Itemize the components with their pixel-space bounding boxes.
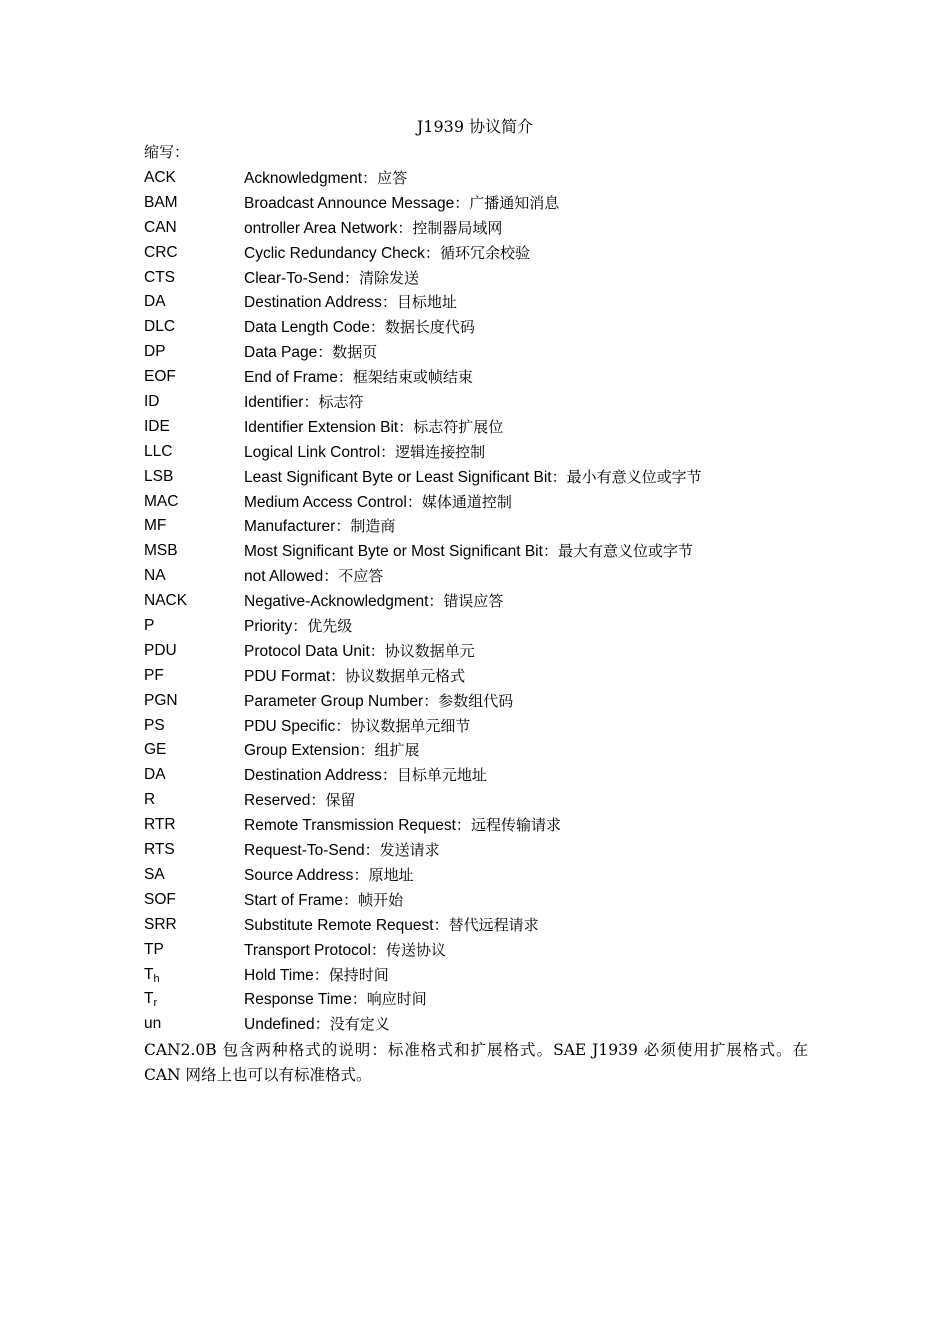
abbreviation-term: [144, 267, 175, 289]
definition-chinese: 替代远程请求: [448, 915, 539, 934]
definition-separator: ：: [343, 890, 359, 909]
definition-english: Protocol Data Unit: [244, 642, 370, 660]
abbreviation-term-text: LLC: [144, 442, 173, 460]
definition-separator: ：: [317, 343, 333, 362]
abbreviation-term-text: TP: [144, 940, 164, 958]
abbreviation-row: [144, 615, 824, 640]
definition-separator: ：: [369, 318, 385, 337]
abbreviation-term: [144, 690, 178, 712]
abbreviation-term: [144, 341, 166, 363]
definition-english: Medium Access Control: [244, 493, 407, 511]
definition-separator: ：: [381, 766, 397, 785]
abbreviation-definition: [244, 242, 530, 265]
abbreviation-definition: [244, 988, 427, 1011]
abbreviation-term: [144, 466, 173, 488]
definition-separator: ：: [303, 393, 319, 412]
definition-chinese: 制造商: [350, 517, 396, 536]
abbreviation-row: [144, 291, 824, 316]
abbreviation-definition: [244, 715, 470, 738]
abbreviation-row: [144, 789, 824, 814]
abbreviation-term-subscript: r: [153, 997, 158, 1010]
abbreviation-term: [144, 515, 166, 537]
abbreviation-term-text: CRC: [144, 243, 178, 261]
definition-english: Clear-To-Send: [244, 269, 344, 287]
abbreviation-term: [144, 889, 176, 911]
abbreviation-row: [144, 540, 824, 565]
abbreviation-term-text: NACK: [144, 592, 188, 610]
document-title: J1939 协议简介: [416, 117, 534, 136]
definition-separator: ：: [330, 666, 346, 685]
abbreviation-definition: [244, 366, 473, 389]
abbreviation-definition: [244, 217, 502, 240]
abbreviation-term-text: un: [144, 1015, 162, 1033]
abbreviation-row: [144, 1013, 824, 1038]
abbreviation-row: [144, 341, 824, 366]
abbreviation-definition: [244, 814, 561, 837]
definition-chinese: 远程传输请求: [470, 816, 561, 835]
definition-separator: ：: [423, 691, 439, 710]
definition-english: Request-To-Send: [244, 842, 365, 860]
abbreviation-definition: [244, 914, 539, 937]
definition-chinese: 目标地址: [396, 293, 457, 312]
definition-english: Most Significant Byte or Most Significant Bit: [244, 543, 543, 561]
abbreviation-row: [144, 366, 824, 391]
definition-chinese: 协议数据单元: [384, 641, 475, 660]
abbreviation-definition: [244, 590, 503, 613]
abbreviation-row: [144, 192, 824, 217]
definition-chinese: 媒体通道控制: [421, 492, 512, 511]
definition-english: Response Time: [244, 991, 352, 1009]
abbreviation-row: [144, 839, 824, 864]
abbreviation-term-text: DA: [144, 293, 166, 311]
definition-separator: ：: [362, 169, 378, 187]
abbreviation-row: [144, 889, 824, 914]
abbreviation-row: [144, 267, 824, 292]
abbreviation-definition: [244, 515, 395, 538]
abbreviation-row: [144, 764, 824, 789]
definition-english: Reserved: [244, 792, 311, 810]
definition-separator: ：: [455, 816, 471, 835]
abbreviation-definition: [244, 864, 413, 887]
abbreviation-term-text: R: [144, 791, 156, 809]
definition-english: Least Significant Byte or Least Significant Bit: [244, 468, 552, 486]
definition-chinese: 保持时间: [328, 965, 389, 984]
definition-chinese: 数据长度代码: [384, 318, 475, 337]
abbreviation-term-text: MF: [144, 517, 167, 535]
definition-chinese: 参数组代码: [438, 691, 514, 710]
body-paragraph: CAN2.0B 包含两种格式的说明：标准格式和扩展格式。SAE J1939 必须使用扩展格式。在CAN 网络上也可以有标准格式。: [144, 1041, 808, 1084]
abbreviation-row: [144, 864, 824, 889]
abbreviation-term-text: IDE: [144, 417, 170, 435]
abbreviation-term-text: DLC: [144, 318, 176, 336]
abbreviation-term: [144, 640, 177, 662]
abbreviation-term: [144, 939, 164, 961]
definition-english: PDU Specific: [244, 717, 336, 735]
abbreviations-heading: 缩写：: [144, 143, 190, 161]
abbreviation-term: [144, 217, 177, 239]
definition-english: Manufacturer: [244, 518, 336, 536]
definition-separator: ：: [314, 1015, 330, 1034]
abbreviation-definition: [244, 167, 407, 190]
definition-separator: ：: [428, 592, 444, 611]
abbreviation-definition: [244, 839, 440, 862]
definition-english: End of Frame: [244, 369, 338, 387]
abbreviation-definition: [244, 789, 355, 812]
abbreviation-term: [144, 291, 166, 313]
abbreviation-definition: [244, 615, 352, 638]
abbreviation-term-text: PGN: [144, 691, 178, 709]
definition-english: Source Address: [244, 866, 354, 884]
definition-separator: ：: [397, 218, 413, 237]
abbreviation-row: [144, 715, 824, 740]
abbreviation-term: [144, 491, 178, 513]
definition-chinese: 帧开始: [358, 890, 404, 909]
definition-english: Logical Link Control: [244, 443, 381, 461]
abbreviation-term-text: BAM: [144, 193, 178, 211]
abbreviation-row: [144, 640, 824, 665]
definition-separator: ：: [337, 368, 353, 387]
abbreviation-term-text: PS: [144, 716, 165, 734]
abbreviation-term-subscript: h: [153, 972, 160, 985]
abbreviation-term-text: LSB: [144, 467, 174, 485]
abbreviation-term: [144, 764, 166, 786]
abbreviation-term-text: PDU: [144, 641, 177, 659]
abbreviation-term: [144, 715, 165, 737]
abbreviation-term-text: GE: [144, 741, 167, 759]
definition-english: Hold Time: [244, 966, 314, 984]
abbreviation-term-text: SRR: [144, 915, 177, 933]
definition-english: Parameter Group Number: [244, 692, 424, 710]
definition-chinese: 控制器局域网: [412, 218, 503, 237]
abbreviation-definition: [244, 764, 487, 787]
definition-chinese: 框架结束或帧结束: [352, 368, 473, 387]
abbreviation-term-text: DP: [144, 343, 166, 361]
abbreviation-term: [144, 391, 160, 413]
abbreviation-row: [144, 217, 824, 242]
definition-separator: ：: [335, 517, 351, 536]
definition-separator: ：: [351, 990, 367, 1009]
definition-separator: ：: [551, 467, 567, 486]
abbreviation-definition: [244, 964, 389, 987]
abbreviation-term: [144, 167, 176, 189]
abbreviation-term: [144, 988, 157, 1010]
abbreviation-row: [144, 814, 824, 839]
definition-chinese: 最大有意义位或字节: [557, 542, 693, 561]
abbreviation-definition: [244, 466, 702, 489]
abbreviation-definition: [244, 341, 377, 364]
abbreviation-term: [144, 192, 178, 214]
definition-chinese: 标志符扩展位: [413, 417, 504, 436]
abbreviation-term: [144, 964, 160, 986]
abbreviation-definition: [244, 267, 419, 290]
definition-english: Broadcast Announce Message: [244, 194, 455, 212]
abbreviation-row: [144, 466, 824, 491]
abbreviation-row: [144, 964, 824, 989]
definition-chinese: 协议数据单元格式: [345, 666, 466, 685]
definition-chinese: 优先级: [307, 617, 353, 636]
definition-chinese: 目标单元地址: [396, 766, 487, 785]
abbreviation-term: [144, 789, 155, 811]
definition-chinese: 响应时间: [366, 990, 427, 1009]
definition-english: Destination Address: [244, 294, 382, 312]
definition-chinese: 最小有意义位或字节: [566, 467, 702, 486]
abbreviation-row: [144, 441, 824, 466]
definition-separator: ：: [335, 716, 351, 735]
abbreviation-definition: [244, 491, 512, 514]
abbreviation-term-text: NA: [144, 567, 166, 585]
abbreviation-row: [144, 565, 824, 590]
definition-chinese: 数据页: [332, 343, 378, 362]
abbreviation-term-text: T: [144, 965, 154, 983]
abbreviation-definition: [244, 416, 503, 439]
definition-separator: ：: [370, 940, 386, 959]
definition-english: Transport Protocol: [244, 941, 371, 959]
abbreviation-term-text: MSB: [144, 542, 178, 560]
abbreviation-term: [144, 914, 177, 936]
abbreviation-term: [144, 739, 166, 761]
abbreviation-term: [144, 242, 178, 264]
definition-separator: ：: [313, 965, 329, 984]
abbreviation-term: [144, 839, 175, 861]
abbreviation-term: [144, 615, 154, 637]
abbreviation-definition: [244, 565, 383, 588]
abbreviation-row: [144, 391, 824, 416]
definition-english: Remote Transmission Request: [244, 817, 456, 835]
abbreviation-row: [144, 167, 824, 192]
abbreviation-row: [144, 665, 824, 690]
definition-separator: ：: [310, 791, 326, 810]
definition-separator: ：: [398, 417, 414, 436]
definition-separator: ：: [343, 268, 359, 287]
abbreviation-term-text: DA: [144, 766, 166, 784]
definition-separator: ：: [454, 193, 470, 212]
definition-english: Data Length Code: [244, 319, 370, 337]
definition-chinese: 循环冗余校验: [439, 243, 530, 262]
definition-chinese: 不应答: [338, 567, 384, 586]
abbreviation-row: [144, 914, 824, 939]
abbreviation-term: [144, 565, 166, 587]
definition-separator: ：: [323, 567, 339, 586]
abbreviation-row: [144, 242, 824, 267]
abbreviation-definition: [244, 939, 446, 962]
definition-chinese: 应答: [377, 169, 408, 187]
definition-english: PDU Format: [244, 667, 331, 685]
definition-english: Group Extension: [244, 742, 360, 760]
abbreviation-definition: [244, 640, 475, 663]
definition-english: Substitute Remote Request: [244, 916, 434, 934]
definition-english: not Allowed: [244, 568, 324, 586]
definition-english: Start of Frame: [244, 891, 344, 909]
definition-separator: ：: [380, 442, 396, 461]
definition-chinese: 发送请求: [379, 841, 440, 860]
abbreviation-list: [144, 167, 824, 1038]
abbreviation-definition: [244, 540, 693, 563]
abbreviation-row: [144, 690, 824, 715]
abbreviation-definition: [244, 690, 513, 713]
definition-english: Priority: [244, 618, 293, 636]
abbreviation-row: [144, 515, 824, 540]
abbreviation-term: [144, 1013, 161, 1035]
definition-chinese: 保留: [325, 791, 356, 810]
abbreviation-term-text: SOF: [144, 890, 176, 908]
definition-english: Data Page: [244, 344, 318, 362]
definition-english: Acknowledgment: [244, 170, 363, 187]
abbreviation-definition: [244, 441, 485, 464]
abbreviation-term-text: CTS: [144, 268, 175, 286]
definition-english: Destination Address: [244, 767, 382, 785]
definition-english: ontroller Area Network: [244, 219, 398, 237]
abbreviation-term-text: CAN: [144, 218, 177, 236]
abbreviation-definition: [244, 192, 559, 215]
abbreviation-row: [144, 988, 824, 1013]
definition-separator: ：: [424, 243, 440, 262]
abbreviation-term-text: RTR: [144, 816, 176, 834]
abbreviation-row: [144, 316, 824, 341]
abbreviation-term: [144, 366, 176, 388]
definition-separator: ：: [381, 293, 397, 312]
abbreviation-term-text: EOF: [144, 368, 176, 386]
abbreviation-term: [144, 864, 165, 886]
abbreviation-term-text: P: [144, 617, 155, 635]
abbreviation-term: [144, 590, 187, 612]
abbreviation-definition: [244, 316, 475, 339]
abbreviation-term-text: PF: [144, 666, 164, 684]
abbreviation-row: [144, 739, 824, 764]
definition-separator: ：: [406, 492, 422, 511]
definition-chinese: 传送协议: [385, 940, 446, 959]
definition-separator: ：: [433, 915, 449, 934]
abbreviation-row: [144, 491, 824, 516]
definition-separator: ：: [359, 741, 375, 760]
definition-chinese: 错误应答: [443, 592, 504, 611]
abbreviation-term: [144, 540, 178, 562]
definition-chinese: 原地址: [368, 865, 414, 884]
abbreviation-definition: [244, 291, 457, 314]
abbreviation-term-text: ACK: [144, 169, 176, 186]
definition-chinese: 逻辑连接控制: [395, 442, 486, 461]
abbreviation-row: [144, 590, 824, 615]
definition-chinese: 标志符: [318, 393, 364, 412]
abbreviation-term: [144, 316, 175, 338]
definition-separator: ：: [292, 617, 308, 636]
definition-chinese: 清除发送: [358, 268, 419, 287]
abbreviation-term-text: T: [144, 990, 154, 1008]
definition-english: Cyclic Redundancy Check: [244, 244, 425, 262]
definition-english: Undefined: [244, 1016, 315, 1034]
abbreviation-definition: [244, 665, 465, 688]
abbreviation-term-text: RTS: [144, 841, 175, 859]
definition-separator: ：: [369, 641, 385, 660]
definition-separator: ：: [353, 865, 369, 884]
abbreviation-definition: [244, 391, 363, 414]
definition-english: Identifier Extension Bit: [244, 418, 399, 436]
definition-chinese: 广播通知消息: [469, 193, 560, 212]
definition-english: Negative-Acknowledgment: [244, 593, 429, 611]
abbreviation-term: [144, 814, 176, 836]
definition-separator: ：: [542, 542, 558, 561]
abbreviation-term-text: ID: [144, 393, 160, 411]
definition-chinese: 组扩展: [374, 741, 420, 760]
definition-chinese: 没有定义: [329, 1015, 390, 1034]
abbreviation-definition: [244, 739, 420, 762]
abbreviation-definition: [244, 1013, 390, 1036]
abbreviation-row: [144, 939, 824, 964]
definition-chinese: 协议数据单元细节: [350, 716, 471, 735]
abbreviation-row: [144, 416, 824, 441]
definition-english: Identifier: [244, 394, 304, 412]
abbreviation-definition: [244, 889, 403, 912]
abbreviation-term: [144, 416, 170, 438]
definition-separator: ：: [364, 841, 380, 860]
abbreviation-term-text: MAC: [144, 492, 179, 510]
abbreviation-term-text: SA: [144, 865, 165, 883]
abbreviation-term: [144, 441, 172, 463]
abbreviation-term: [144, 665, 164, 687]
